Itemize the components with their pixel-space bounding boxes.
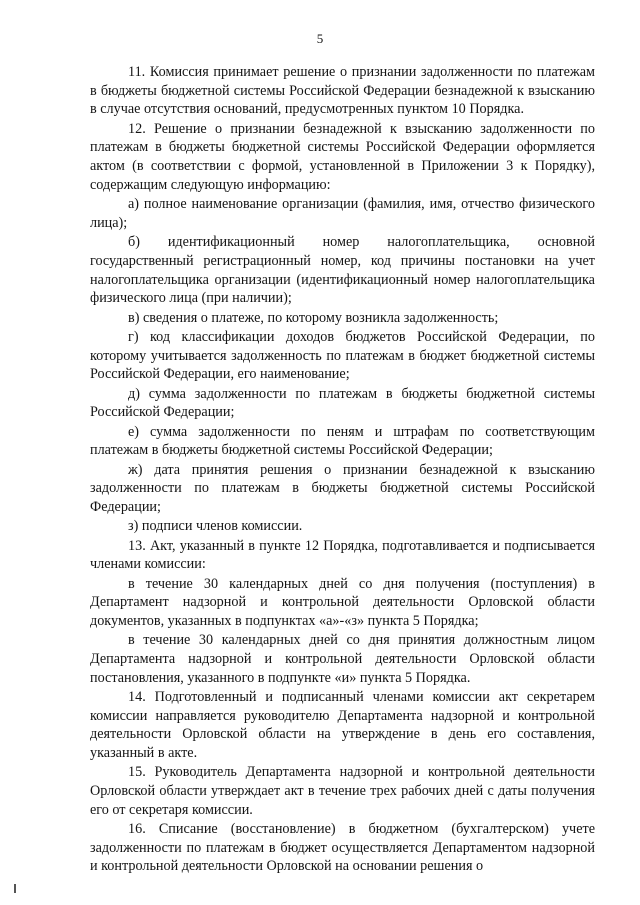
paragraph-16: 16. Списание (восстановление) в бюджетном (бухгалтерском) учете задолженности по платежам в бюджет осуществляется Департаментом надзорной и контрольной деятельности Орловской на основании решения о bbox=[90, 821, 595, 875]
page-body bbox=[90, 63, 595, 876]
paragraph-12: 12. Решение о признании безнадежной к взысканию задолженности по платежам в бюджеты бюджетной системы Российской Федерации оформляется актом (в соответствии с формой, установленной в Приложении 3 к Порядку), содержащим следующую информацию: bbox=[90, 120, 595, 193]
subitem-d: д) сумма задолженности по платежам в бюджеты бюджетной системы Российской Федерации; bbox=[90, 385, 595, 421]
subitem-zh: ж) дата принятия решения о признании безнадежной к взысканию задолженности по платежам в бюджеты бюджетной системы Российской Федерации; bbox=[90, 461, 595, 515]
paragraph-13-term-2: в течение 30 календарных дней со дня принятия должностным лицом Департамента надзорной и контрольной деятельности Орловской области постановления, указанного в подпункте «и» пункта 5 Порядка. bbox=[90, 632, 595, 686]
subitem-g: г) код классификации доходов бюджетов Российской Федерации, по которому учитывается задолженность по платежам в бюджет бюджетной системы Российской Федерации, его наименование; bbox=[90, 328, 595, 383]
scan-edge-mark bbox=[14, 884, 16, 893]
subitem-b: б) идентификационный номер налогоплательщика, основной государственный регистрационный номер, код причины постановки на учет налогоплательщика организации (идентификационный номер налогоплательщика физического лица (при наличии); bbox=[90, 234, 595, 307]
subitem-v: в) сведения о платеже, по которому возникла задолженность; bbox=[128, 309, 499, 326]
subitem-z: з) подписи членов комиссии. bbox=[128, 518, 303, 535]
paragraph-15: 15. Руководитель Департамента надзорной и контрольной деятельности Орловской области утверждает акт в течение трех рабочих дней с даты получения его от секретаря комиссии. bbox=[90, 764, 595, 818]
paragraph-13: 13. Акт, указанный в пункте 12 Порядка, подготавливается и подписывается членами комиссии: bbox=[90, 537, 595, 573]
page-number: 5 bbox=[316, 31, 324, 46]
paragraph-13-term-1: в течение 30 календарных дней со дня получения (поступления) в Департамент надзорной и контрольной деятельности Орловской области документов, указанных в подпунктах «а»-«з» пункта 5 Порядка; bbox=[90, 575, 595, 629]
paragraph-11: 11. Комиссия принимает решение о признании задолженности по платежам в бюджеты бюджетной системы Российской Федерации безнадежной к взысканию в случае отсутствия оснований, предусмотренных пунктом 10 Порядка. bbox=[90, 64, 595, 118]
paragraph-14: 14. Подготовленный и подписанный членами комиссии акт секретарем комиссии направляется руководителю Департамента надзорной и контрольной деятельности Орловской области на утверждение в день его составления, указанный в акте. bbox=[90, 688, 595, 762]
subitem-a: а) полное наименование организации (фамилия, имя, отчество физического лица); bbox=[90, 196, 595, 231]
subitem-e: е) сумма задолженности по пеням и штрафам по соответствующим платежам в бюджеты бюджетной системы Российской Федерации; bbox=[90, 423, 595, 459]
